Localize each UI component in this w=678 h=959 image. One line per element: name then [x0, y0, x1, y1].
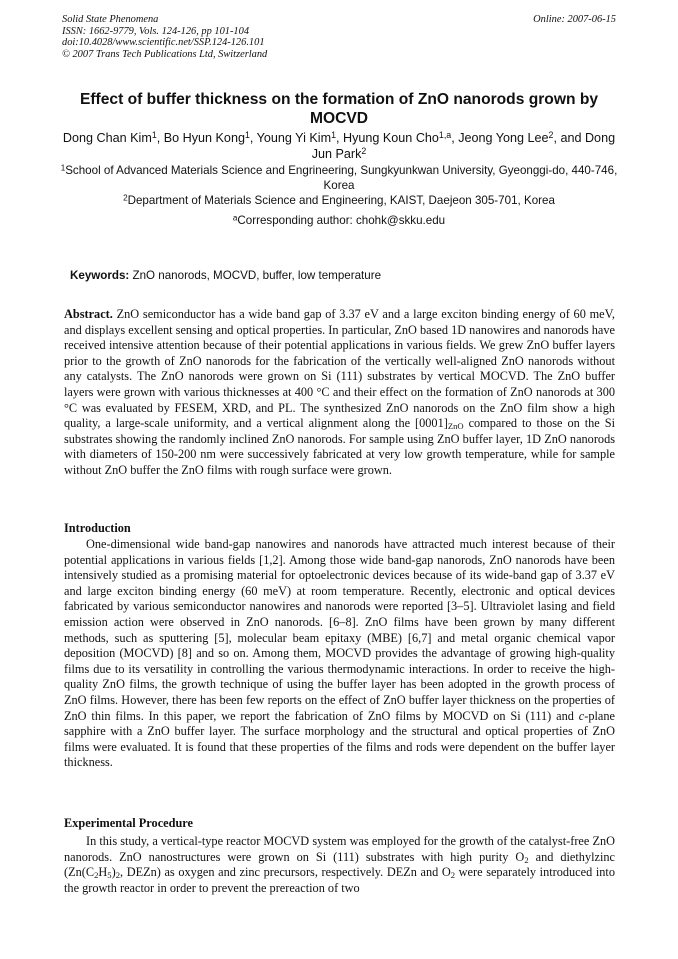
online-date: Online: 2007-06-15 — [533, 14, 616, 25]
experimental-body: In this study, a vertical-type reactor MOCVD system was employed for the growth of the catalyst-free ZnO nanorods. ZnO nanostructures were grown on Si (111) substrates with high purity $O_2$ and diethylzinc ($Zn(C_2H_5)_2$, DEZn) as oxygen and zinc precursors, respectively. DEZn and $O_2$ were separately introduced into the growth reactor in order to prevent the prereaction of two — [64, 834, 615, 895]
journal-name: Solid State Phenomena — [62, 14, 159, 25]
author: Young Yi Kim$^1$, — [256, 130, 343, 145]
affiliation-2: $^2$Department of Materials Science and Engineering, KAIST, Daejeon 305-701, Korea — [123, 193, 555, 207]
paper-title: Effect of buffer thickness on the formation of ZnO nanorods grown by MOCVD — [79, 91, 599, 127]
copyright-line: © 2007 Trans Tech Publications Ltd, Switzerland — [62, 48, 268, 60]
affiliations — [58, 163, 620, 208]
affiliation-1: $^1$School of Advanced Materials Science and Engrineering, Sungkyunkwan University, Gyeonggi-do, 440-746, Korea — [60, 163, 618, 192]
author: Dong Chan Kim$^1$, — [62, 130, 164, 145]
abstract-label: Abstract. — [64, 307, 113, 321]
doi-line: doi:10.4028/www.scientific.net/SSP.124-126.101 — [62, 37, 265, 49]
keywords — [70, 269, 618, 282]
journal-header — [62, 14, 616, 60]
corresponding-author: $^a$Corresponding author: chohk@skku.edu — [232, 213, 446, 227]
experimental-heading: Experimental Procedure — [64, 816, 193, 830]
keywords-label: Keywords: — [70, 269, 130, 282]
abstract: Abstract. ZnO semiconductor has a wide band gap of 3.37 eV and a large exciton binding energy of 60 meV, and displays excellent sensing and optical properties. In particular, ZnO based 1D nanowires and nanorods have received intensive attention because of their potential applications in various fields. We grew ZnO buffer layers prior to the growth of ZnO nanorods for the fabrication of the vertically well-aligned ZnO nanorods without any catalysts. The ZnO nanorods were grown on Si (111) substrates by vertical MOCVD. The ZnO buffer layers were grown with various thicknesses at 400 °C and their effect on the formation of ZnO nanorods at 300 °C was evaluated by FESEM, XRD, and PL. The synthesized ZnO nanorods on the ZnO film show a high quality, a large-scale uniformity, and a vertical alignment along the $[0001]_{ZnO}$ compared to those on the Si substrates showing the randomly inclined ZnO nanorods. For sample using ZnO buffer layer, 1D ZnO nanorods with diameters of 150-200 nm were successively fabricated at very low growth temperature, while for sample without ZnO buffer the ZnO films with rough surface were grown. — [64, 307, 615, 477]
author: Jeong Yong Lee$^2$, — [458, 130, 561, 145]
author: and Dong Jun Park$^2$ — [311, 131, 616, 161]
keywords-text: ZnO nanorods, MOCVD, buffer, low temperature — [129, 269, 382, 282]
author-list — [58, 130, 620, 162]
author: Bo Hyun Kong$^1$, — [163, 130, 257, 145]
issn-line: ISSN: 1662-9779, Vols. 124-126, pp 101-104 — [62, 25, 250, 37]
introduction-body: One-dimensional wide band-gap nanowires and nanorods have attracted much interest because of their potential applications in various fields [1,2]. Among those wide band-gap nanorods, ZnO nanorods have been intensively studied as a promising material for optoelectronic devices because of its wide-band gap of 3.37 eV and large exciton binding energy (60 meV) at room temperature. Recently, electronic and optical devices fabricated by various semiconductor nanowires and nanorods were reported [3–5]. Ultraviolet lasing and field emission action were observed in ZnO nanorods. [6–8]. ZnO films have been grown by many different methods, such as sputtering [5], molecular beam epitaxy (MBE) [6,7] and metal organic chemical vapor deposition (MOCVD) [8] and so on. Among them, MOCVD provides the advantage of growing high-quality films due to its versatility in controlling the various thermodynamic interactions. In order to receive the high-quality ZnO films, the growth technique of using the buffer layer has been adopted in the growth process of ZnO films. However, there has been few reports on the effect of ZnO buffer layer thickness on the properties of ZnO thin films. In this paper, we report the fabrication of ZnO films by MOCVD on Si (111) and c-plane sapphire with a ZnO buffer layer. The surface morphology and the structural and optical properties of ZnO films were evaluated. It is found that these properties of the films and rods were dependent on the buffer layer thickness. — [64, 537, 615, 770]
author: Hyung Koun Cho$^{1,a}$, — [343, 130, 459, 145]
introduction-heading: Introduction — [64, 521, 131, 535]
